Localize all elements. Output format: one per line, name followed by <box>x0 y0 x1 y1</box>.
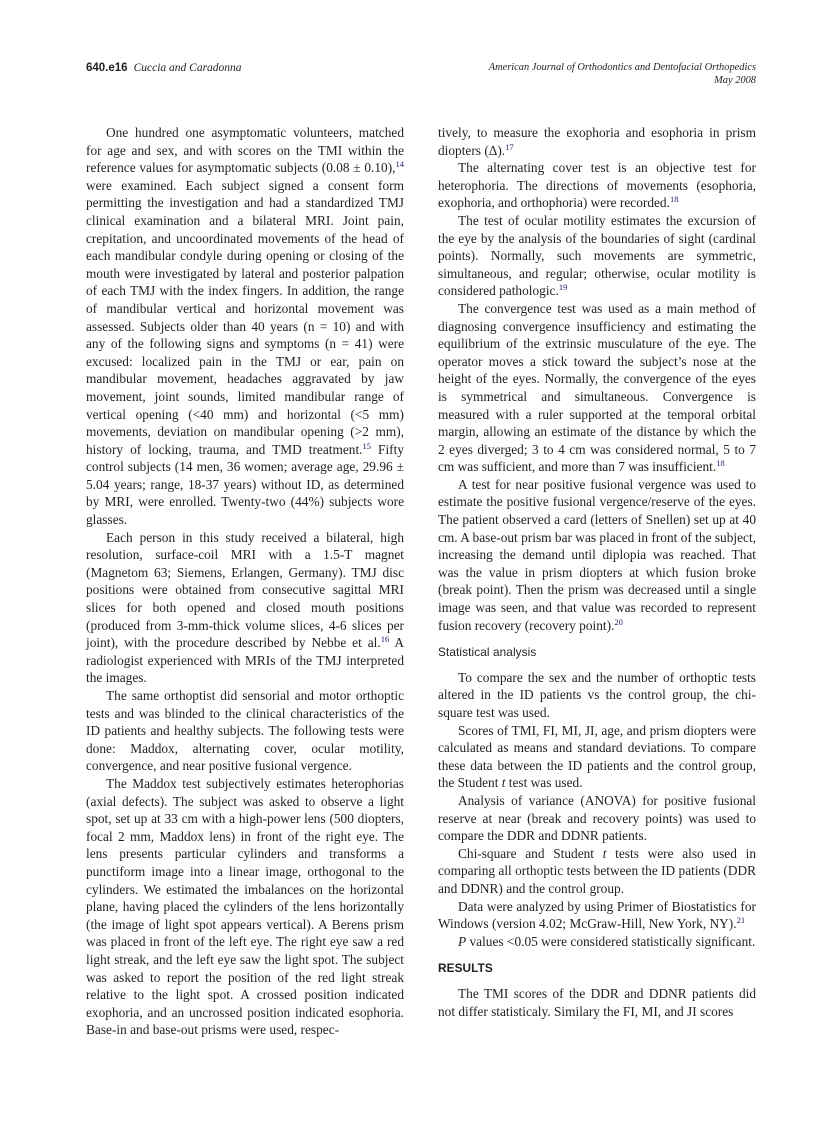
paragraph-continuation: tively, to measure the exophoria and esophoria in prism diopters (Δ).$^{17}$ <box>438 125 756 158</box>
paragraph-maddox: The Maddox test subjectively estimates heterophorias (axial defects). The subject was asked to observe a light spot, set up at 33 cm with a high-power lens (500 diopters, focal 2 mm, Maddox lens) in front of the right eye. The lens presents particular cylinders and transforms a punctiform image into a linear image, orthogonal to the cylinders. We estimated the imbalances on the horizontal plane, having placed the cylinders of the lens horizontally (the image of light spot appears vertical). A Berens prism was placed in front of the left eye. The right eye saw a red light streak, and the left eye saw the light spot. The subject was asked to report the position of the red light streak relative to the light spot. A crossed position indicated exophoria, and an uncrossed position indicated esophoria. Base-in and base-out prisms were used, respec- <box>86 775 404 1038</box>
citation-ref[interactable]: 19 <box>558 282 568 293</box>
citation-ref[interactable]: 15 <box>362 440 372 451</box>
right-column <box>438 124 756 1020</box>
paragraph-orthoptist: The same orthoptist did sensorial and motor orthoptic tests and was blinded to the clinical characteristics of the ID patients and healthy subjects. The following tests were done: Maddox, alternating cover, ocular motility, convergence, and near positive fusional vergence. <box>86 688 404 774</box>
journal-title: American Journal of Orthodontics and Dentofacial Orthopedics <box>488 62 756 73</box>
section-heading-results: RESULTS <box>438 961 493 976</box>
paragraph-stat-6: P values <0.05 were considered statistically significant. <box>458 933 756 949</box>
paragraph-stat-5: Data were analyzed by using Primer of Biostatistics for Windows (version 4.02; McGraw-Hill, New York, NY).$^{21}$ <box>438 898 756 932</box>
paragraph-results-1: The TMI scores of the DDR and DDNR patients did not differ statisticaly. Similary the FI, MI, and JI scores <box>438 985 756 1019</box>
paragraph-stat-4: Chi-square and Student t tests were also used in comparing all orthoptic tests between the ID patients (DDR and DDNR) and the control group. <box>438 845 756 896</box>
citation-ref[interactable]: 14 <box>395 159 404 170</box>
paragraph-stat-1: To compare the sex and the number of orthoptic tests altered in the ID patients vs the control group, the chi-square test was used. <box>438 669 756 720</box>
header-left <box>86 62 242 74</box>
section-heading-statistical: Statistical analysis <box>438 645 537 660</box>
paragraph-convergence: The convergence test was used as a main method of diagnosing convergence insufficiency and estimating the equilibrium of the extrinsic musculature of the eye. The operator moves a stick toward the subject’s nose at the height of the eyes. Normally, the convergence of the eyes is symmetrical and simultaneous. Convergence is measured with a ruler supported at the temporal orbital margin, allowing an estimate of the distance by which the 2 eyes diverged; 3 to 4 cm was considered normal, 5 to 7 cm was sufficient, and more than 7 was insufficient.$^{18}$ <box>438 300 756 475</box>
paragraph-mri: Each person in this study received a bilateral, high resolution, surface-coil MRI with a 1.5-T magnet (Magnetom 63; Siemens, Erlangen, Germany). TMJ disc positions were obtained from consecutive sagittal MRI slices for both opened and closed mouth positions (produced from 3-mm-thick volume slices, 4-6 slices per joint), with the procedure described by Nebbe et al.$^{16}$ A radiologist experienced with MRIs of the TMJ interpreted the images. <box>86 529 404 686</box>
paragraph-fusional: A test for near positive fusional vergence was used to estimate the positive fusional vergence/reserve of the eyes. The patient observed a card (letters of Snellen) set up at 40 cm. A base-out prism bar was placed in front of the subject, increasing the demand until diplopia was reached. That was the value in prism diopters at which fusion broke (break point). Then the prism was decreased until a single image was seen, and that value was recorded to represent fusion recovery (recovery point).$^{20}$ <box>438 476 756 633</box>
citation-ref[interactable]: 20 <box>614 616 623 627</box>
header-authors: Cuccia and Caradonna <box>133 62 242 74</box>
citation-ref[interactable]: 17 <box>505 141 514 152</box>
header-right <box>489 62 756 87</box>
issue-date: May 2008 <box>714 74 756 86</box>
citation-ref[interactable]: 18 <box>716 458 725 469</box>
paragraph-cover-test: The alternating cover test is an objective test for heterophoria. The directions of movements (esophoria, exophoria, and orthophoria) were recorded.$^{18}$ <box>438 160 756 211</box>
paragraph-stat-3: Analysis of variance (ANOVA) for positive fusional reserve at near (break and recovery points) was used to compare the DDR and DDNR patients. <box>438 792 756 844</box>
paragraph-motility: The test of ocular motility estimates the excursion of the eye by the analysis of the boundaries of sight (cardinal points). Normally, such movements are symmetric, simultaneous, and regular; otherwise, ocular motility is considered pathologic.$^{19}$ <box>438 212 756 299</box>
running-header <box>86 62 756 96</box>
citation-ref[interactable]: 18 <box>669 194 679 205</box>
paragraph-participants: One hundred one asymptomatic volunteers, matched for age and sex, and with scores on the TMI within the reference values for asymptomatic subjects (0.08 ± 0.10),$^{14}$ were examined. Each subject signed a consent form permitting the investigation and had a standardized TMJ clinical examination and a bilateral MRI. Joint pain, crepitation, and uncoordinated movements of the head of each mandibular condyle during opening or closing of the mouth were investigated by lateral and posterior palpation of each TMJ with the index fingers. In addition, the range of mandibular vertical and horizontal movement was assessed. Subjects older than 40 years (n = 10) and with any of the following signs and symptoms (n = 41) were excused: localized pain in the TMJ or ear, pain on mandibular movement, headaches aggravated by jaw movement, joint sounds, limited mandibular range of vertical opening (<40 mm) and horizontal (<5 mm) movements, deviation on mandibular opening (>2 mm), history of locking, trauma, and TMD treatment.$^{15}$ Fifty control subjects (14 men, 36 women; average age, 29.96 ± 5.04 years; range, 18-37 years) without ID, as determined by MRI, were enrolled. Twenty-two (44%) subjects wore glasses. <box>86 125 404 528</box>
left-column <box>86 124 404 1039</box>
citation-ref[interactable]: 21 <box>736 915 746 926</box>
citation-ref[interactable]: 16 <box>380 634 390 645</box>
page-number: 640.e16 <box>86 62 128 74</box>
paragraph-stat-2: Scores of TMI, FI, MI, JI, age, and prism diopters were calculated as means and standard deviations. To compare these data between the ID patients and the control group, the Student t test was used. <box>438 722 756 791</box>
